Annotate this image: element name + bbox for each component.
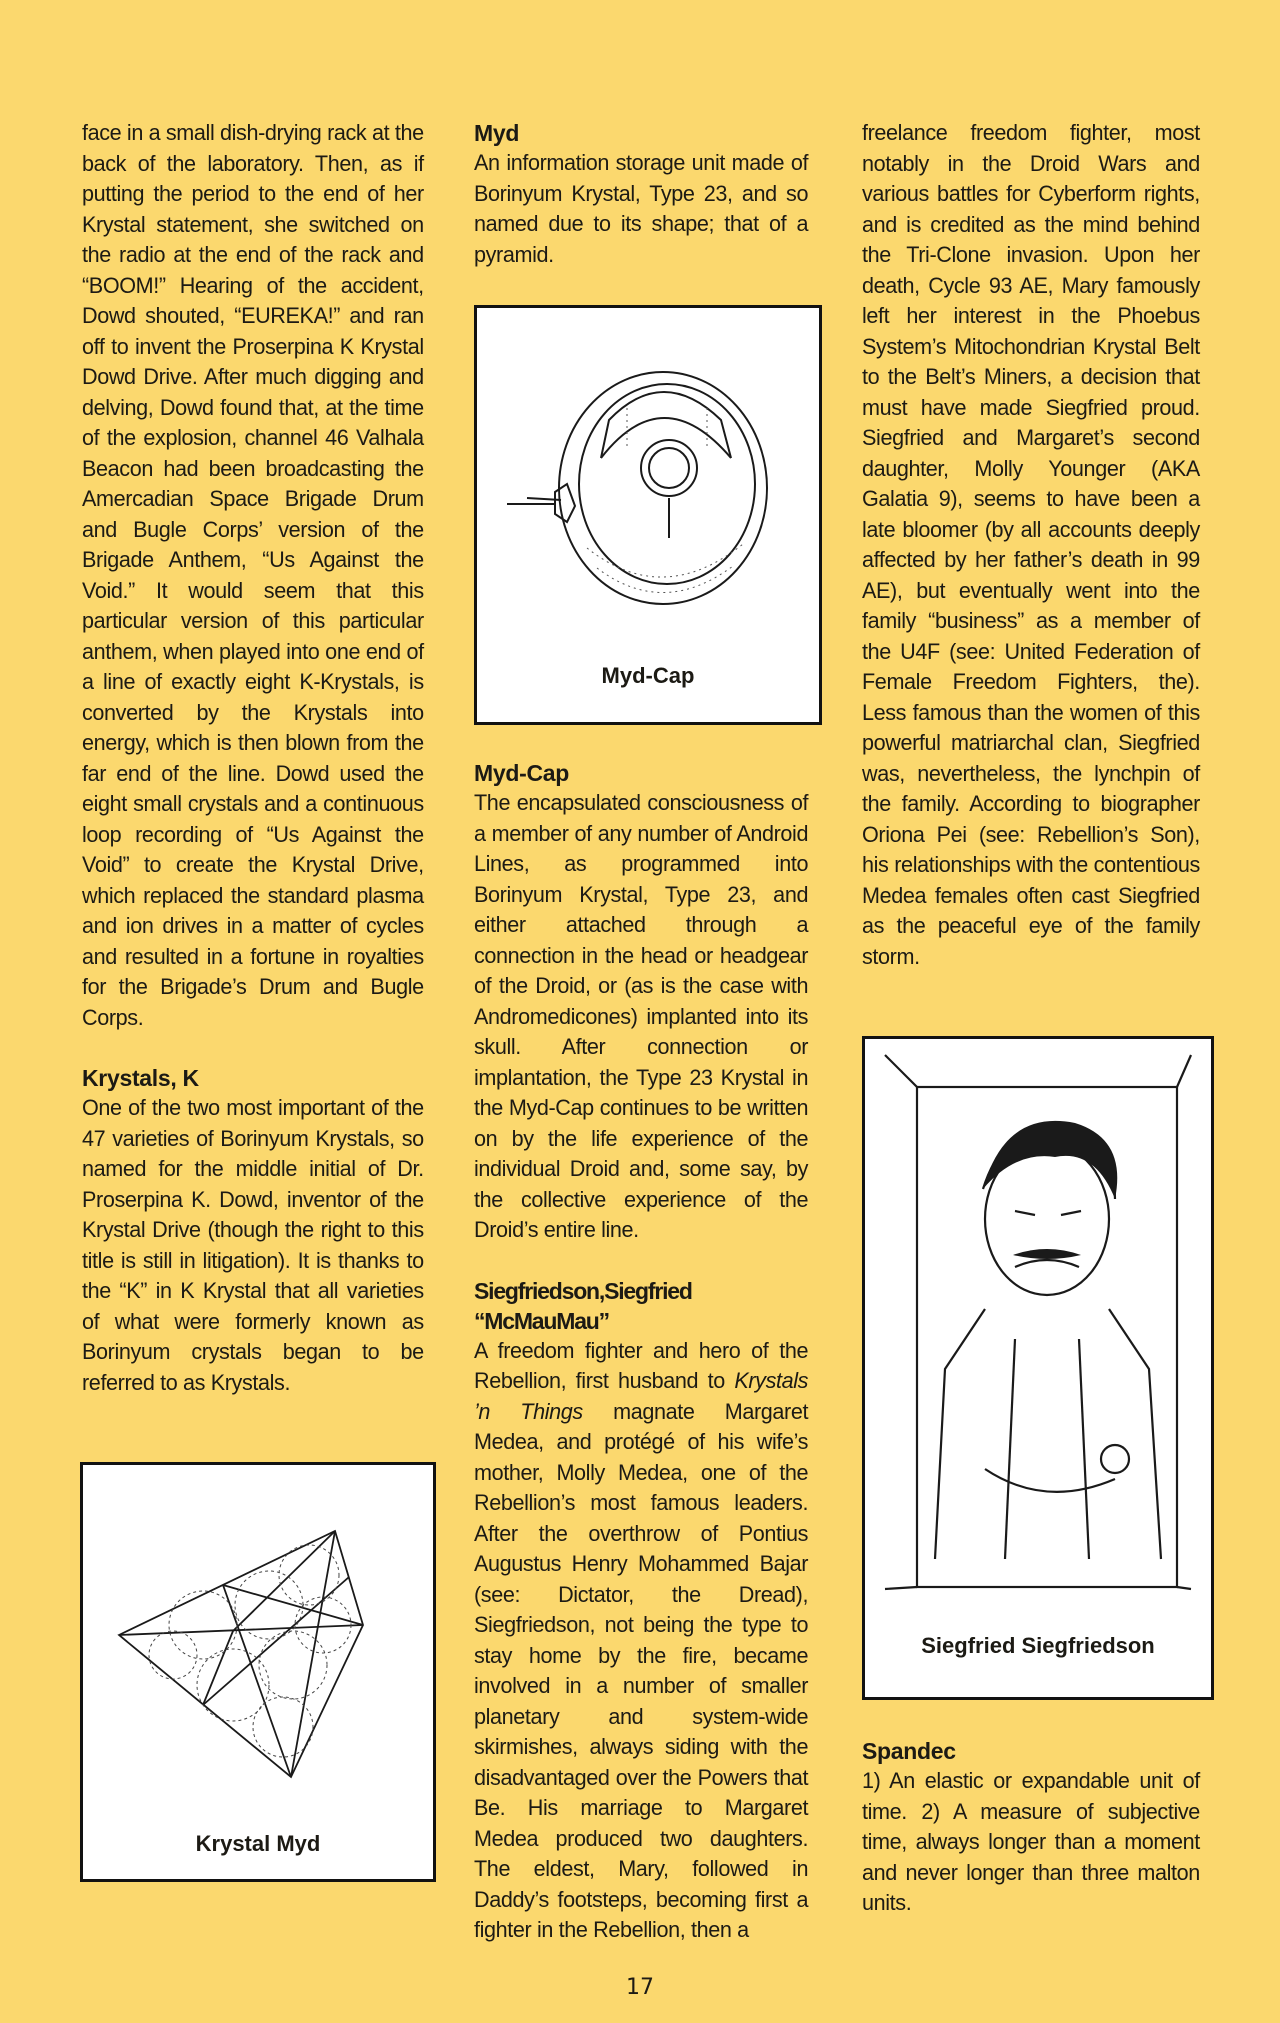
- column-3: [862, 118, 1214, 972]
- column-1: [82, 118, 438, 1398]
- siegfriedson-text-start: A freedom fighter and hero of the Rebellion, first husband to: [474, 1337, 809, 1393]
- myd-cap-paragraph: The encapsulated consciousness of a member of any number of Android Lines, as programmed into Borinyum Krystal, Type 23, and either attached through a connection in the head or headgear of the Droid, or (as is the case with Andromedicones) implanted into its skull. After connection or implantation, the Type 23 Krystal in the Myd-Cap continues to be written on by the life experience of the individual Droid and, some say, by the collective experience of the Droid’s entire line.: [474, 790, 809, 1242]
- myd-heading: Myd: [474, 120, 520, 146]
- krystals-k-paragraph: One of the two most important of the 47 varieties of Borinyum Krystals, so named for the middle initial of Dr. Proserpina K. Dowd, inventor of the Krystal Drive (though the right to this title is still in litigation). It is thanks to the “K” in K Krystal that all varieties of what were formerly known as Borinyum crystals began to be referred to as Krystals.: [82, 1095, 424, 1395]
- siegfriedson-continued-paragraph: freelance freedom fighter, most notably in the Droid Wars and various battles for Cyberform rights, and is credited as the mind behind the Tri-Clone invasion. Upon her death, Cycle 93 AE, Mary famously left her interest in the Phoebus System’s Mitochondrian Krystal Belt to the Belt’s Miners, a decision that must have made Siegfried proud. Siegfried and Margaret’s second daughter, Molly Younger (AKA Galatia 9), seems to have been a late bloomer (by all accounts deeply affected by her father’s death in 99 AE), but eventually went into the family “business” as a member of the U4F (see: United Federation of Female Freedom Fighters, the). Less famous than the women of this powerful matriarchal clan, Siegfried was, nevertheless, the lynchpin of the family. According to biographer Oriona Pei (see: Rebellion’s Son), his relationships with the contentious Medea females often cast Siegfried as the peaceful eye of the family storm.: [862, 120, 1200, 969]
- siegfriedson-heading: Siegfriedson,Siegfried “McMauMau”: [474, 1277, 692, 1334]
- column-2-lower: [474, 758, 822, 1946]
- column-3-lower: [862, 1736, 1214, 1919]
- krystal-myd-illustration: [83, 1465, 433, 1805]
- krystals-n-things-title: Krystals ’n Things: [474, 1368, 809, 1424]
- krystals-k-heading: Krystals, K: [82, 1065, 199, 1091]
- siegfried-siegfriedson-figure: [862, 1036, 1214, 1700]
- intro-paragraph: face in a small dish-drying rack at the back of the laboratory. Then, as if putting the period to the end of her Krystal statement, she switched on the radio at the end of the rack and “BOOM!” Hearing of the accident, Dowd shouted, “EUREKA!” and ran off to invent the Proserpina K Krystal Dowd Drive. After much digging and delving, Dowd found that, at the time of the explosion, channel 46 Valhala Beacon had been broadcasting the Amercadian Space Brigade Drum and Bugle Corps’ version of the Brigade Anthem, “Us Against the Void.” It would seem that this particular version of this particular anthem, when played into one end of a line of exactly eight K-Krystals, is converted by the Krystals into energy, which is then blown from the far end of the line. Dowd used the eight small crystals and a continuous loop recording of “Us Against the Void” to create the Krystal Drive, which replaced the standard plasma and ion drives in a matter of cycles and resulted in a fortune in royalties for the Brigade’s Drum and Bugle Corps.: [82, 120, 424, 1030]
- siegfried-siegfriedson-caption: Siegfried Siegfriedson: [921, 1633, 1155, 1658]
- krystal-myd-figure: [80, 1462, 436, 1882]
- spandec-paragraph: 1) An elastic or expandable unit of time. 2) A measure of subjective time, always longer than a moment and never longer than three malton units.: [862, 1768, 1200, 1915]
- siegfriedson-paragraph: [474, 1336, 808, 1946]
- spandec-heading: Spandec: [862, 1738, 956, 1764]
- siegfried-portrait-illustration: [865, 1039, 1211, 1599]
- myd-cap-caption: Myd-Cap: [601, 663, 695, 688]
- myd-cap-heading: Myd-Cap: [474, 760, 570, 786]
- column-2: [474, 118, 822, 270]
- myd-cap-illustration: [477, 308, 819, 628]
- myd-cap-figure: [474, 305, 822, 725]
- myd-paragraph: An information storage unit made of Borinyum Krystal, Type 23, and so named due to its shape; that of a pyramid.: [474, 150, 809, 267]
- krystal-myd-caption: Krystal Myd: [195, 1831, 321, 1856]
- page-number: 17: [626, 1975, 654, 2000]
- siegfriedson-text-end: magnate Margaret Medea, and protégé of his wife’s mother, Molly Medea, one of the Rebellion’s most famous leaders. After the overthrow of Pontius Augustus Henry Mohammed Bajar (see: Dictator, the Dread), Siegfriedson, not being the type to stay home by the fire, became involved in a number of smaller planetary and system-wide skirmishes, always siding with the disadvantaged over the Powers that Be. His marriage to Margaret Medea produced two daughters. The eldest, Mary, followed in Daddy’s footsteps, becoming first a fighter in the Rebellion, then a: [474, 1398, 809, 1942]
